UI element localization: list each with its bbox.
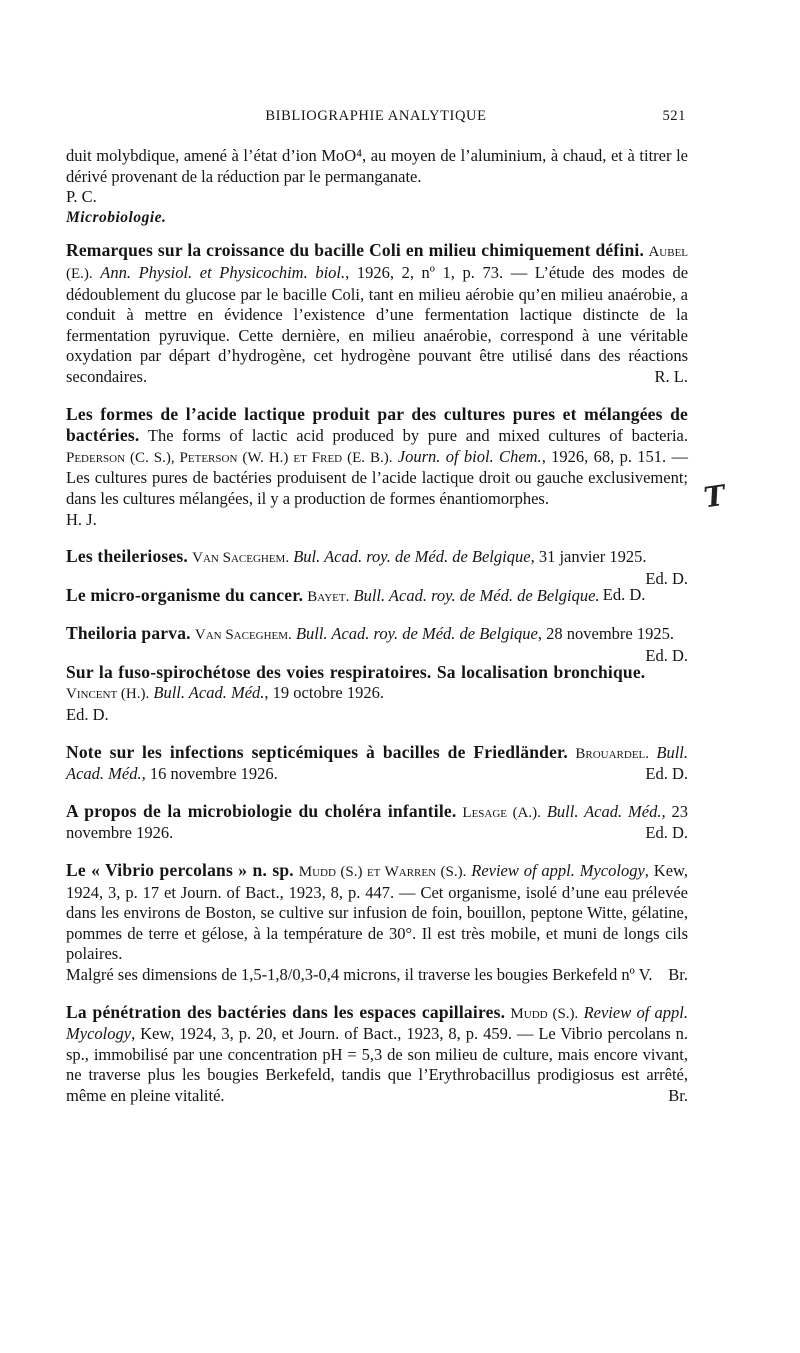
entry-journal: Bull. Acad. Méd. — [66, 742, 689, 784]
entry-signature: Ed. D. — [645, 823, 688, 843]
entry-reference: , 31 janvier 1925. — [530, 547, 647, 567]
entry-reference: , Kew, 1924, 3, p. 17 et Journ. of Bact., 1923, 8, p. 447. — [66, 861, 688, 902]
page-number: 521 — [662, 108, 686, 124]
entry-reference: , Kew, 1924, 3, p. 20, et Journ. of Bact., 1923, 8, p. 459. — [131, 1024, 512, 1044]
entry-title: La pénétration des bactéries dans les espaces capillaires. — [66, 1001, 506, 1022]
entry-abstract: — Cet organisme, isolé d’une eau prélevée dans les environs de Boston, se cultive sur infusion de foin, bouillon, peptone Witte, gélatine, pommes de terre et gélose, à la température de 30°. Il est très mobile, et muni de longs cils polaires. — [66, 882, 688, 964]
entry-journal: Bul. Acad. roy. de Méd. de Belgique — [293, 547, 531, 567]
entry-title: Note sur les infections septicémiques à bacilles de Friedländer. — [66, 741, 568, 762]
entry-reference: , 1926, 2, nº 1, p. 73. — [345, 262, 504, 282]
entry-author: Aubel (E.). — [66, 244, 689, 282]
entry-title: Theiloria parva. — [66, 623, 191, 644]
entry-abstract: — L’étude des modes de dédoublement du glucose par le bacille Coli, tant en milieu aérobie qu’en milieu anaérobie, a conduit à mettre en évidence l’existence d’une fermentation lactique distincte de la fermentation pyruvique. Cette dernière, en milieu anaérobie, correspond à une véritable oxydation par départ d’hydrogène, cet hydrogène pouvant être utilisé dans des réactions secondaires. — [66, 262, 689, 386]
entry-title: Remarques sur la croissance du bacille Coli en milieu chimiquement défini. — [66, 240, 645, 261]
entry-title: Les formes de l’acide lactique produit par des cultures pures et mélangées de bactéries. — [66, 403, 688, 446]
entry-author: Mudd (S.). — [510, 1005, 579, 1022]
entry-journal: Bull. Acad. Méd. — [153, 683, 265, 703]
bibliography-entry — [66, 662, 688, 726]
entry-author: Van Saceghem. — [194, 627, 292, 644]
entry-journal: Bull. Acad. roy. de Méd. de Belgique. — [353, 585, 600, 605]
entry-title: Le micro-organisme du cancer. — [66, 584, 304, 605]
bibliography-entry — [66, 1002, 688, 1107]
section-title: Microbiologie. — [66, 208, 167, 226]
entry-signature: R. L. — [654, 366, 688, 386]
text-column — [66, 146, 688, 1107]
entry-abstract-continued: Malgré ses dimensions de 1,5-1,8/0,3-0,4 microns, il traverse les bougies Berkefeld nº V. — [66, 965, 653, 984]
bibliography-entry — [66, 742, 688, 785]
entry-journal: Journ. of biol. Chem. — [397, 446, 542, 466]
entry-reference: , 16 novembre 1926. — [141, 764, 278, 784]
entry-author: Lesage (A.). — [462, 804, 541, 821]
entry-signature: Br. — [668, 965, 688, 984]
entry-reference: , 28 novembre 1925. — [537, 624, 674, 644]
bibliography-entry — [66, 860, 688, 986]
bibliography-entry — [66, 623, 688, 665]
entry-title: Le « Vibrio percolans » n. sp. — [66, 860, 294, 881]
bibliography-entry — [66, 546, 688, 588]
entry-author: Van Saceghem. — [192, 550, 290, 567]
margin-annotation: T — [701, 478, 728, 515]
entry-signature: Ed. D. — [645, 568, 688, 588]
entry-signature: Ed. D. — [645, 645, 688, 665]
bibliography-entry — [66, 240, 688, 387]
entry-title: A propos de la microbiologie du choléra infantile. — [66, 800, 457, 821]
entry-title: Les theilerioses. — [66, 546, 188, 567]
entry-journal: Bull. Acad. roy. de Méd. de Belgique — [295, 624, 538, 644]
entry-author: Brouardel. — [575, 745, 650, 762]
entry-author: Bayet. — [307, 588, 350, 605]
entry-signature: Br. — [668, 1085, 688, 1105]
entry-signature: Ed. D. — [66, 705, 109, 725]
entry-abstract: — Le Vibrio percolans n. sp., immobilisé par une concentration pH = 5,3 de son milieu de culture, mais encore vivant, ne traverse plus les bougies Berkefeld, tandis que l’Erythrobacillus prodigiosus est arrêté, même en pleine vitalité. — [66, 1024, 688, 1105]
entry-signature: H. J. — [66, 509, 97, 529]
intro-paragraph: duit molybdique, amené à l’état d’ion MoO⁴, au moyen de l’aluminium, à chaud, et à titrer le dérivé provenant de la réduction par le permanganate. — [66, 146, 688, 186]
bibliography-entry — [66, 801, 688, 844]
entry-signature: Ed. D. — [645, 764, 688, 784]
entry-journal: Bull. Acad. Méd. — [546, 801, 662, 821]
entry-english-title: The forms of lactic acid produced by pure and mixed cultures of bacteria. — [147, 426, 689, 446]
entry-reference: , 19 octobre 1926. — [264, 683, 385, 703]
entry-journal: Ann. Physiol. et Physicochim. biol. — [100, 262, 346, 282]
entry-signature: Ed. D. — [602, 584, 646, 604]
entry-author: Vincent (H.). — [66, 686, 150, 703]
entry-reference: , 23 novembre 1926. — [66, 801, 689, 843]
running-header — [66, 108, 686, 128]
entry-reference: , 1926, 68, p. 151. — [541, 446, 667, 466]
entry-title: Sur la fuso-spirochétose des voies respiratoires. Sa localisation bronchique. — [66, 661, 646, 682]
intro-signature: P. C. — [66, 187, 97, 207]
entry-author: Mudd (S.) et Warren (S.). — [298, 864, 467, 881]
entry-journal: Review of appl. Mycology — [66, 1002, 689, 1044]
running-title: BIBLIOGRAPHIE ANALYTIQUE — [265, 108, 487, 124]
entry-author: Pederson (C. S.), Peterson (W. H.) et Fred (E. B.). — [66, 449, 393, 466]
entry-abstract: — Les cultures pures de bactéries produisent de l’acide lactique droit ou gauche exclusivement; dans les cultures mélangées, il y a production de formes énantiomorphes. — [66, 446, 689, 508]
bibliography-entry — [66, 585, 688, 608]
bibliography-entry — [66, 404, 688, 531]
entry-journal: Review of appl. Mycology — [471, 861, 645, 881]
